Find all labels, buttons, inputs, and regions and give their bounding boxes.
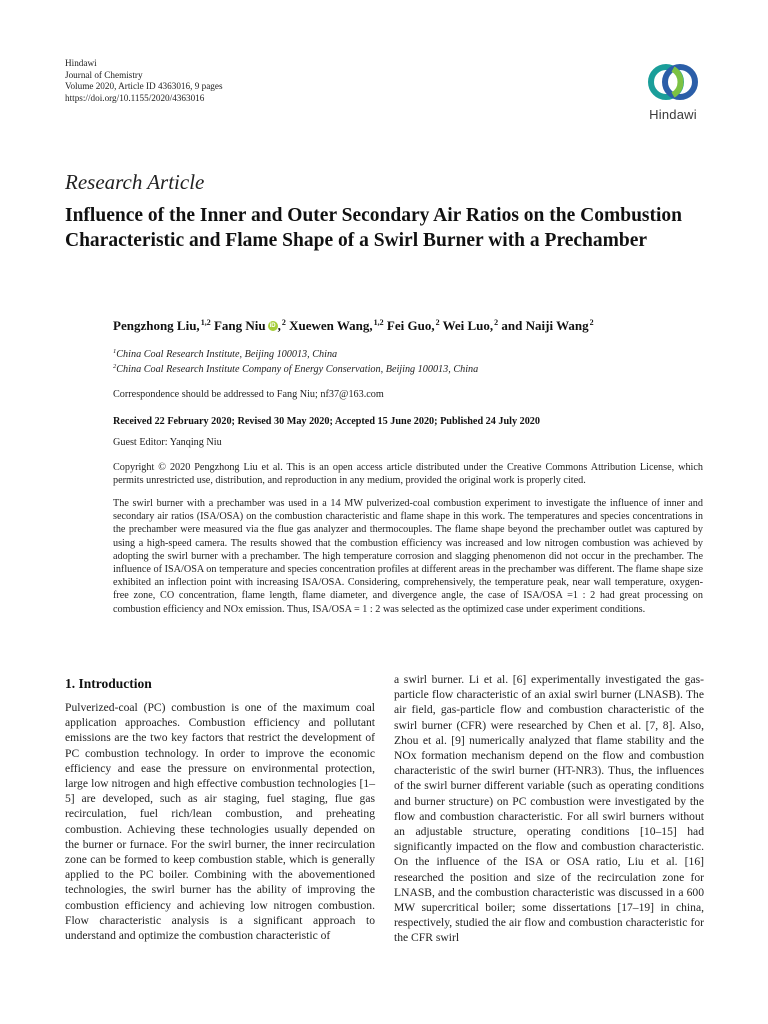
hindawi-logo-icon [643,60,703,104]
affiliation-marker: 1,2 [200,318,211,327]
author-entry [501,318,593,333]
affiliation-marker: 1,2 [373,318,384,327]
affiliation-marker: 2 [589,318,594,327]
hindawi-logo [636,60,710,122]
affiliation-2: $^2$China Coal Research Institute Company of Energy Conservation, Beijing 100013, China [113,363,479,375]
author-entry [113,318,211,333]
affiliation-1: $^1$China Coal Research Institute, Beijing 100013, China [113,348,338,360]
journal-name: Journal of Chemistry [65,69,143,80]
affiliation-marker: 2 [281,318,286,327]
intro-column-right: a swirl burner. Li et al. [6] experimentally investigated the gas-particle flow characteristic of an axial swirl burner (LNASB). The air field, gas-particle flow and combustion characteristic of the swirl burner (CFR) were researched by Chen et al. [7, 8]. Also, Zhou et al. [9] numerically analyzed that flame stability and the NOx formation mechanism depend on the flow and combustion characteristic of the swirl burner (HT-NR3). Thus, the influences of the swirl burner different variable (such as operating conditions and burner structure) on PC combustion were investigated by the flow and combustion characteristic. For all swirl burners without an adjustable structure, operating conditions [10–15] had significantly impacted on the flow and combustion characteristic. On the influence of the ISA or OSA ratio, Liu et al. [16] researched the position and size of the recirculation zone for LNASB, and the combustion characteristic was discussed in a 600 MW supercritical boiler; some dissertations [17–19] in china, respectively, studied the air flow and combustion characteristic for the CFR swirl [394,673,704,945]
article-type: Research Article [65,170,205,194]
abstract: The swirl burner with a prechamber was used in a 14 MW pulverized-coal combustion experiment to investigate the influence of inner and secondary air ratios (ISA/OSA) on the combustion characteristic and flame shape in this work. The temperatures and species concentrations in the prechamber were measured via the flue gas analyzer and thermocouples. The flame shape beyond the prechamber outlet was captured by using a high-speed camera. The results showed that the combustion efficiency was increased and low nitrogen combustion was achieved by adopting the swirl burner with a prechamber. The high temperature corrosion and slagging phenomenon did not occur in the prechamber. The influence of ISA/OSA on temperature and species concentration profiles at different areas in the prechamber was different. The flame shape size exhibited an inflection point with increasing ISA/OSA. Considering, comprehensively, the temperature peak, near wall temperature, oxygen-free zone, CO concentration, flame length, flame diameter, and divergence angle, the case of ISA/OSA =1 : 2 had great processing on combustion efficiency and NOx emission. Thus, ISA/OSA = 1 : 2 was selected as the optimized case under experiment conditions. [113,498,703,615]
publisher-name: Hindawi [65,58,97,68]
copyright-notice: Copyright © 2020 Pengzhong Liu et al. This is an open access article distributed under the Creative Commons Attribution License, which permits unrestricted use, distribution, and reproduction in any medium, provided the original work is properly cited. [113,462,703,487]
author-name: and Naiji Wang [501,318,589,333]
author-name: Pengzhong Liu, [113,318,200,333]
logo-wordmark: Hindawi [649,107,697,122]
volume-info: Volume 2020, Article ID 4363016, 9 pages [65,81,223,92]
orcid-icon[interactable]: iD [269,323,276,329]
guest-editor: Guest Editor: Yanqing Niu [113,437,222,448]
correspondence: Correspondence should be addressed to Fang Niu; nf37@163.com [113,389,384,400]
intro-column-left: Pulverized-coal (PC) combustion is one of the maximum coal application approaches. Combustion efficiency and pollutant emissions are the two key factors that restrict the development of PC combustion technology. In order to improve the economic efficiency and ease the pressure on environmental protection, large low nitrogen and high effective combustion technologies [1–5] are developed, such as air staging, fuel staging, flue gas recirculation, fuel rich/lean combustion, and preheating combustion. Achieving these technologies usually depended on the burner or furnace. For the swirl burner, the inner recirculation zone can be formed to keep combustion stable, which is generally applied to the PC boiler. Combining with the abovementioned technologies, the swirl burner has the ability of improving the combustion efficiency and achieving low nitrogen combustion. Flow characteristic analysis is a significant approach to understand and optimize the combustion characteristic of [65,701,375,943]
publication-dates: Received 22 February 2020; Revised 30 May 2020; Accepted 15 June 2020; Published 24 July 2020 [113,416,540,427]
author-name: Xuewen Wang, [289,318,373,333]
doi-link[interactable]: https://doi.org/10.1155/2020/4363016 [65,92,205,103]
author-entry [289,318,384,333]
author-name: Fei Guo, [386,318,435,333]
author-entry [387,318,440,333]
affiliation-marker: 2 [494,318,499,327]
author-entry: Fang Niu iD ,$^2$ [213,318,286,333]
author-name: Wei Luo, [442,318,494,333]
journal-meta [65,58,223,104]
article-title: Influence of the Inner and Outer Secondary Air Ratios on the Combustion Characteristic and Flame Shape of a Swirl Burner with a Prechamber [65,205,683,251]
author-name: Fang Niu [213,318,266,333]
section-heading: 1. Introduction [65,676,152,691]
author-list [113,318,594,334]
author-entry [443,318,499,333]
affiliation-marker: 2 [435,318,440,327]
